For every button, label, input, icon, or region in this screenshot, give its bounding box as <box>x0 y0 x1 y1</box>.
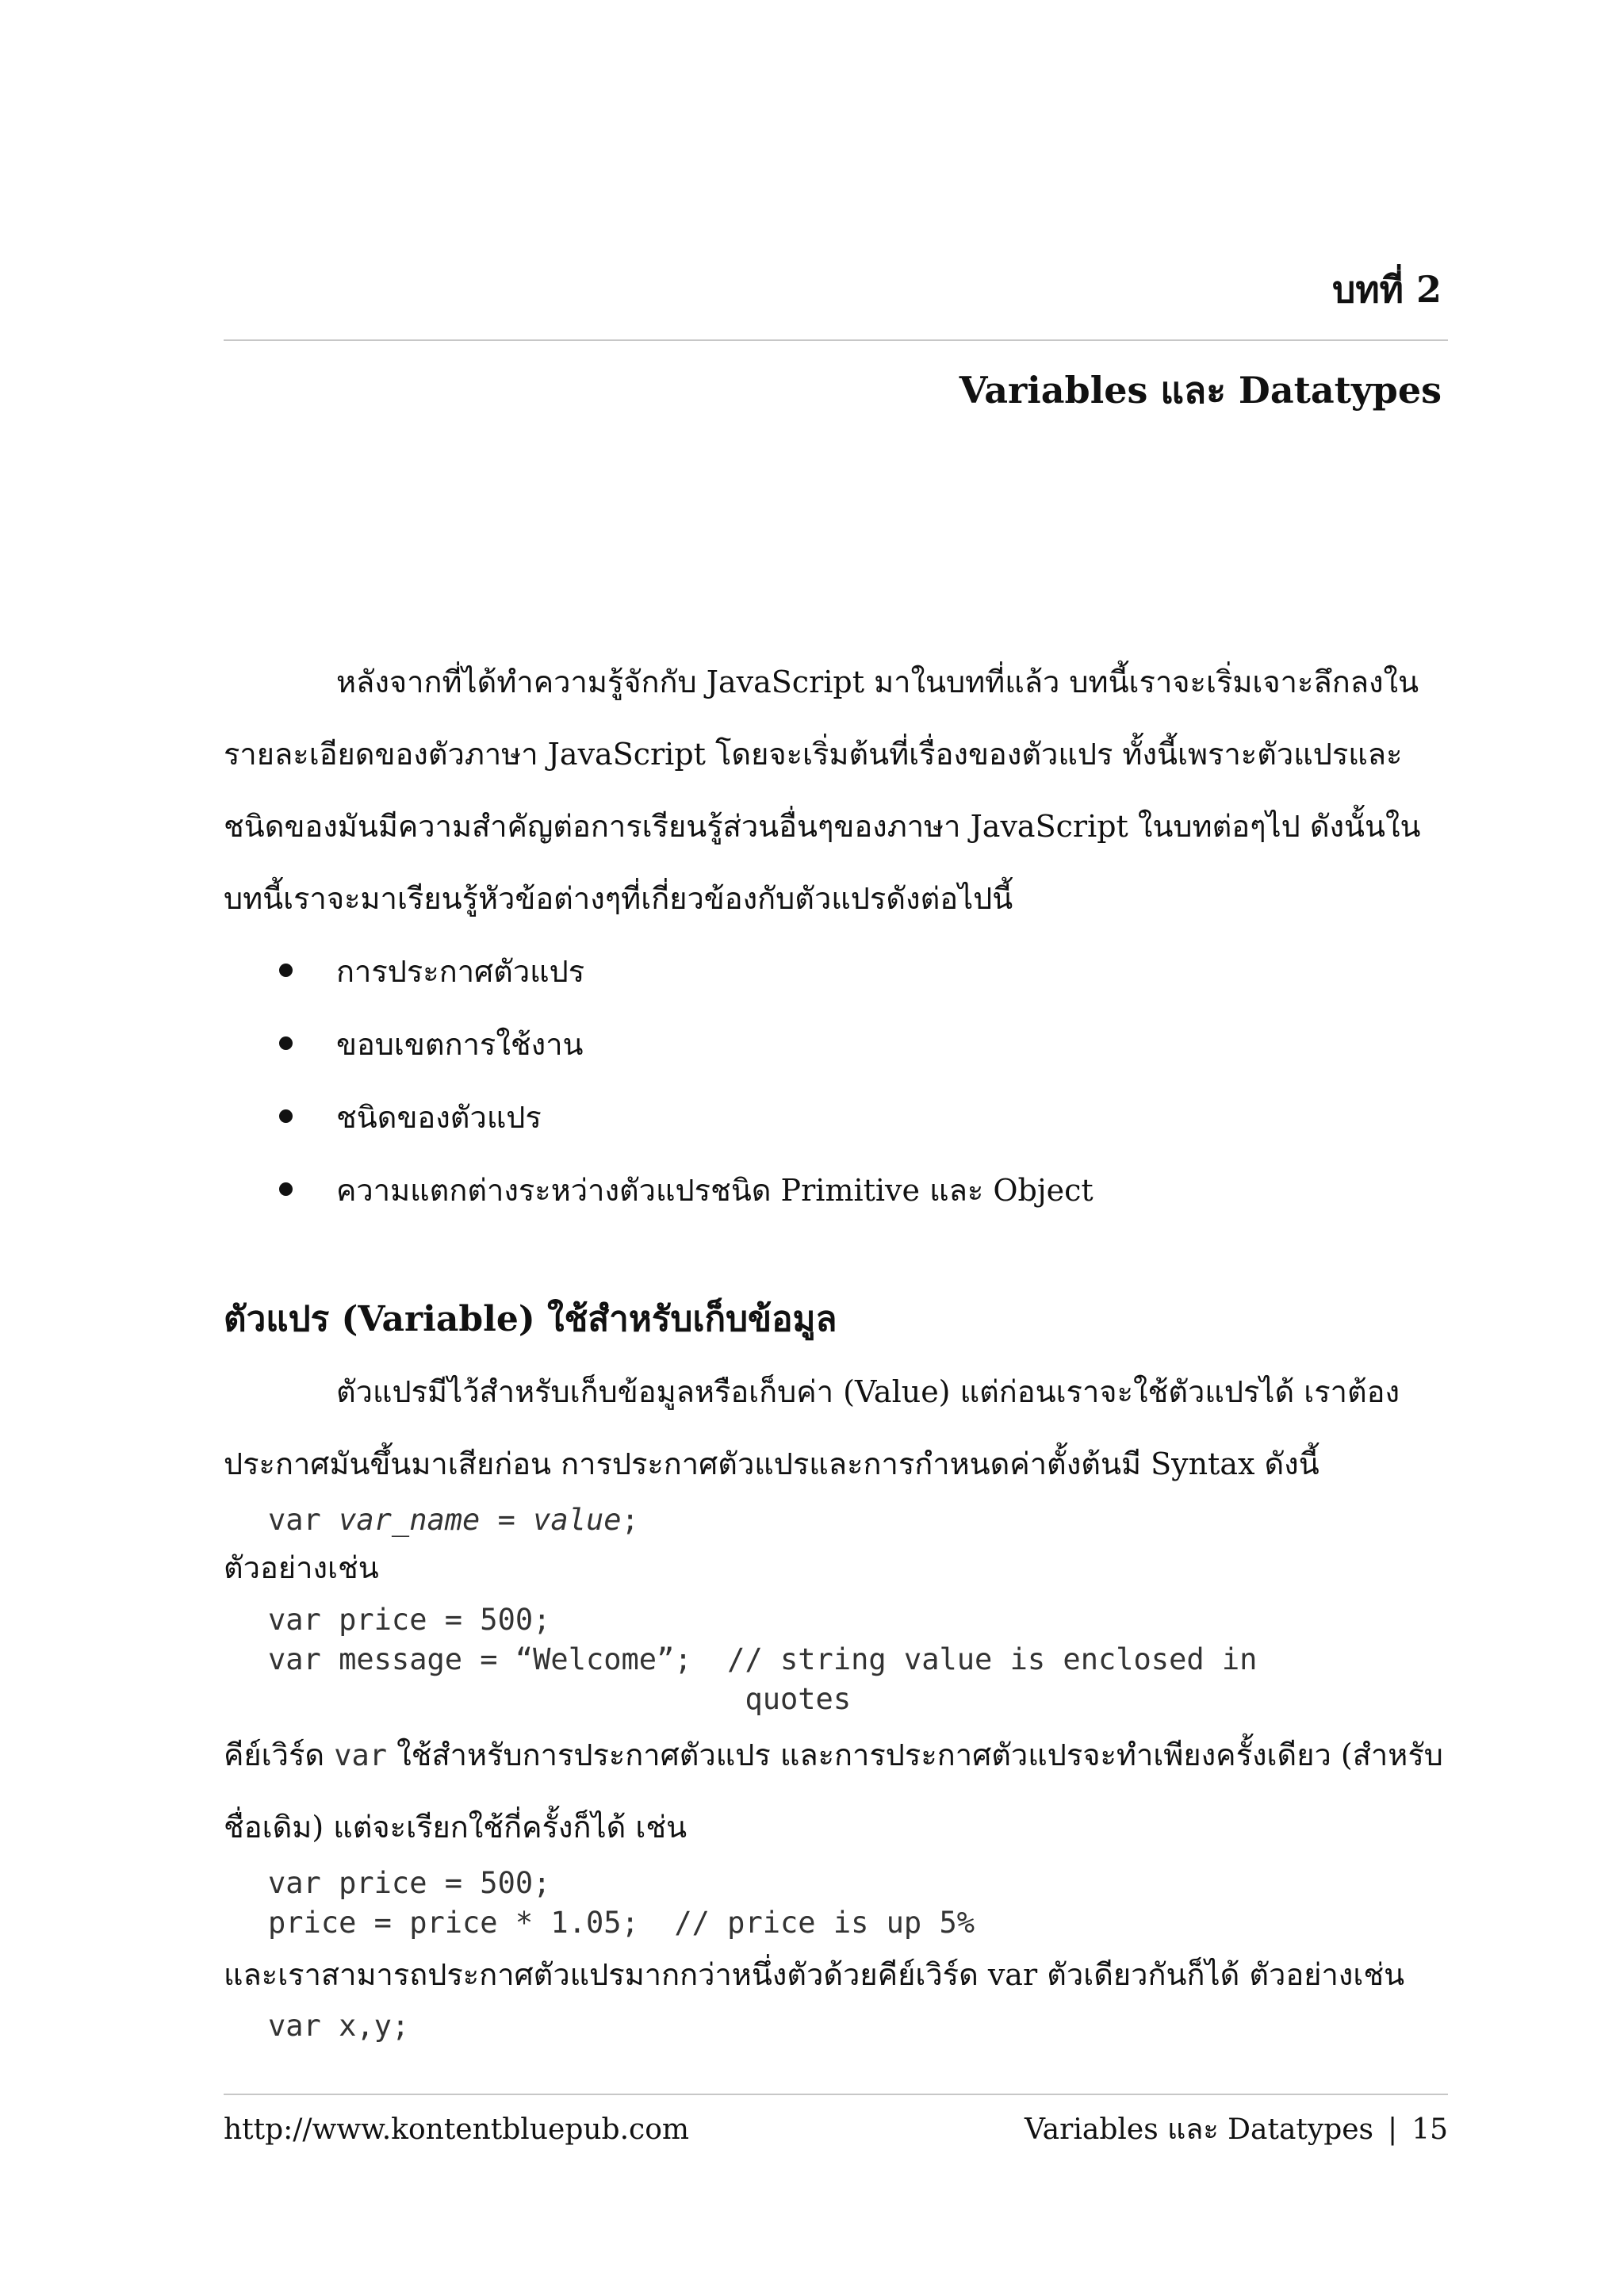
syntax-var-name: var_name <box>339 1503 481 1537</box>
section-paragraph-2 <box>224 1719 1448 1864</box>
page-number: 15 <box>1411 2113 1448 2146</box>
code-line: quotes <box>268 1682 852 1716</box>
footer-page-info <box>1025 2113 1448 2147</box>
topic-label: ความแตกต่างระหว่างตัวแปรชนิด Primitive และ Object <box>336 1173 1094 1208</box>
bullet-icon <box>279 964 293 977</box>
syntax-code-block <box>224 1500 1448 1540</box>
syntax-end: ; <box>621 1503 639 1537</box>
topic-label: การประกาศตัวแปร <box>336 954 585 989</box>
footer-divider <box>224 2094 1448 2095</box>
syntax-keyword: var <box>268 1503 321 1537</box>
topic-list-item <box>224 935 1448 1008</box>
topic-label: ขอบเขตการใช้งาน <box>336 1027 584 1062</box>
variable-section-header <box>224 1285 1448 1354</box>
code-line: var x,y; <box>268 2009 410 2043</box>
intro-paragraph: หลังจากที่ได้ทำความรู้จักกับ JavaScript มาในบทที่แล้ว บทนี้เราจะเริ่มเจาะลึกลงในรายละเอียดของตัวภาษา JavaScript โดยจะเริ่มต้นที่เรื่องของตัวแปร ทั้งนี้เพราะตัวแปรและชนิดของมันมีความสำคัญต่อการเรียนรู้ส่วนอื่นๆของภาษา JavaScript ในบทต่อๆไป ดังนั้นในบทนี้เราจะมาเรียนรู้หัวข้อต่างๆที่เกี่ยวข้องกับตัวแปรดังต่อไปนี้ <box>224 665 1421 916</box>
example-code-block-2 <box>224 1864 1448 1943</box>
chapter-title: Variables และ Datatypes <box>959 369 1442 412</box>
section-paragraph-1: ตัวแปรมีไว้สำหรับเก็บข้อมูลหรือเก็บค่า (Value) แต่ก่อนเราจะใช้ตัวแปรได้ เราต้องประกาศมันขึ้นมาเสียก่อน การประกาศตัวแปรและการกำหนดค่าตั้งต้นมี Syntax ดังนี้ <box>224 1374 1400 1481</box>
topic-label: ชนิดของตัวแปร <box>336 1100 542 1135</box>
example-label: ตัวอย่างเช่น <box>224 1550 379 1585</box>
footer-separator: | <box>1388 2113 1398 2146</box>
topic-list-item <box>224 1081 1448 1154</box>
bullet-icon <box>279 1036 293 1050</box>
variable-section-body <box>224 1356 1448 2046</box>
example-code-block-3 <box>224 2006 1448 2046</box>
syntax-value: value <box>533 1503 622 1537</box>
example-code-block-1 <box>224 1600 1448 1719</box>
bullet-icon <box>279 1109 293 1123</box>
paragraph-2-lead: คีย์เวิร์ด <box>224 1738 325 1772</box>
var-keyword-inline: var <box>334 1738 388 1772</box>
section-paragraph-3: และเราสามารถประกาศตัวแปรมากกว่าหนึ่งตัวด้วยคีย์เวิร์ด var ตัวเดียวกันก็ได้ ตัวอย่างเช่น <box>224 1957 1405 1992</box>
intro-section <box>224 646 1448 1227</box>
topic-list-item <box>224 1008 1448 1081</box>
footer-url: http://www.kontentbluepub.com <box>224 2113 690 2146</box>
topic-list-item <box>224 1154 1448 1227</box>
code-line: var message = “Welcome”; // string value is enclosed in <box>268 1642 1258 1676</box>
paragraph-2-rest: ใช้สำหรับการประกาศตัวแปร และการประกาศตัวแปรจะทำเพียงครั้งเดียว (สำหรับชื่อเดิม) แต่จะเรียกใช้กี่ครั้งก็ได้ เช่น <box>224 1738 1443 1845</box>
bullet-icon <box>279 1182 293 1196</box>
header-divider <box>224 339 1448 341</box>
section-heading: ตัวแปร (Variable) ใช้สำหรับเก็บข้อมูล <box>224 1299 837 1339</box>
code-line: var price = 500; <box>268 1866 551 1900</box>
code-line: var price = 500; <box>268 1603 551 1637</box>
syntax-equals: = <box>480 1503 534 1537</box>
footer-title: Variables และ Datatypes <box>1024 2113 1374 2146</box>
chapter-number: บทที่ 2 <box>1332 268 1442 311</box>
code-line: price = price * 1.05; // price is up 5% <box>268 1906 975 1940</box>
topic-list <box>224 935 1448 1227</box>
